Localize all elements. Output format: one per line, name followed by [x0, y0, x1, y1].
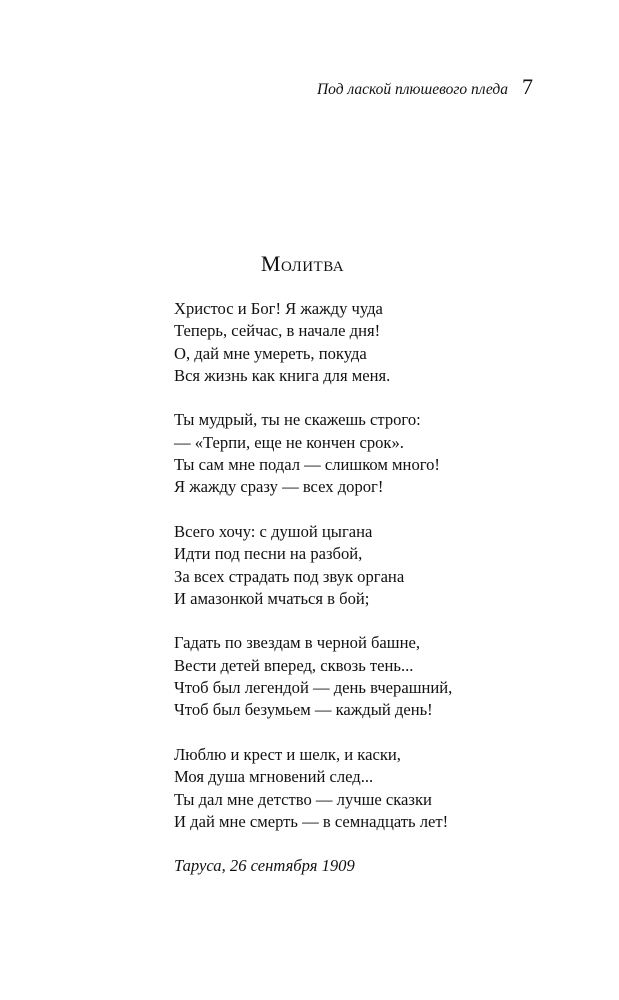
- poem-title: Молитва: [260, 251, 345, 276]
- poem-line: Ты сам мне подал — слишком много!: [174, 455, 440, 475]
- stanza: [174, 744, 452, 833]
- poem-line: И амазонкой мчаться в бой;: [174, 588, 370, 608]
- poem-dateline: Таруса, 26 сентября 1909: [174, 856, 355, 876]
- poem-line: — «Терпи, еще не кончен срок».: [174, 432, 404, 452]
- stanza: [174, 298, 452, 387]
- poem-line: Люблю и крест и шелк, и каски,: [174, 744, 401, 764]
- stanza: [174, 521, 452, 610]
- running-title: Под лаской плюшевого пледа: [316, 81, 508, 98]
- poem-line: Чтоб был легендой — день вчерашний,: [174, 678, 453, 698]
- poem-line: Вся жизнь как книга для меня.: [174, 365, 391, 385]
- poem-line: О, дай мне умереть, покуда: [174, 343, 367, 363]
- poem-line: Вести детей вперед, сквозь тень...: [174, 655, 414, 675]
- poem-line: Теперь, сейчас, в начале дня!: [174, 321, 381, 341]
- poem-line: Чтоб был безумьем — каждый день!: [174, 700, 433, 720]
- poem-line: Идти под песни на разбой,: [174, 544, 363, 564]
- poem-line: За всех страдать под звук органа: [174, 566, 405, 586]
- poem-line: Гадать по звездам в черной башне,: [174, 633, 420, 653]
- poem-line: Всего хочу: с душой цыгана: [174, 521, 373, 541]
- poem-line: Ты дал мне детство — лучше сказки: [174, 789, 432, 809]
- poem-line: И дай мне смерть — в семнадцать лет!: [174, 811, 449, 831]
- poem-line: Я жажду сразу — всех дорог!: [174, 477, 384, 497]
- poem-line: Моя душа мгновений след...: [174, 767, 374, 787]
- stanza: [174, 409, 452, 498]
- poem-body: [174, 298, 452, 878]
- poem-line: Христос и Бог! Я жажду чуда: [174, 299, 383, 318]
- poem-line: Ты мудрый, ты не скажешь строго:: [174, 410, 421, 430]
- stanza: [174, 632, 452, 721]
- running-head: [317, 74, 533, 100]
- page-number: 7: [522, 74, 533, 99]
